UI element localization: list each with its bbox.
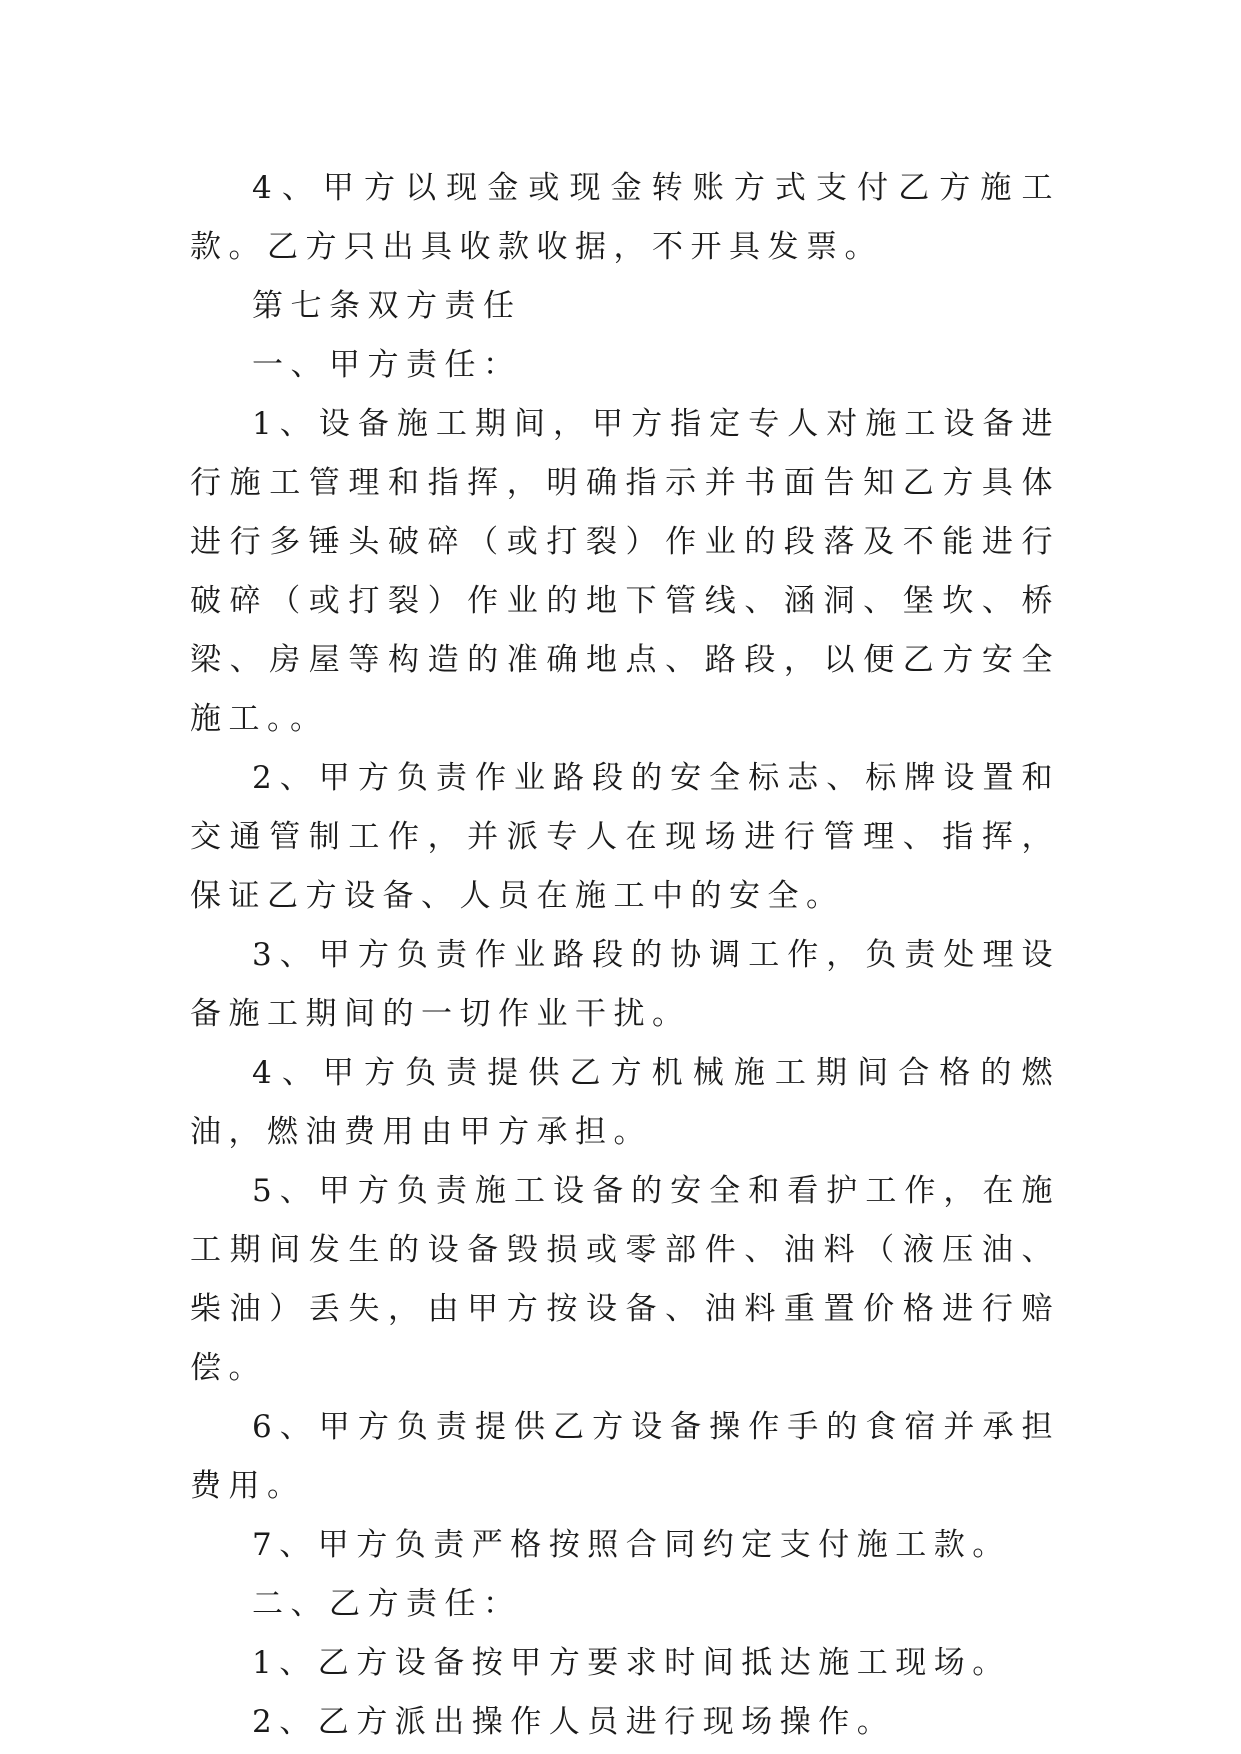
party-a-item-4: 4、甲方负责提供乙方机械施工期间合格的燃油，燃油费用由甲方承担。 bbox=[190, 1055, 1060, 1150]
document-body bbox=[190, 159, 1060, 1752]
party-b-item-1: 1、乙方设备按甲方要求时间抵达施工现场。 bbox=[252, 1645, 1011, 1681]
party-a-item-3: 3、甲方负责作业路段的协调工作，负责处理设备施工期间的一切作业干扰。 bbox=[190, 937, 1060, 1032]
party-b-item-2: 2、乙方派出操作人员进行现场操作。 bbox=[252, 1704, 896, 1740]
party-b-responsibility-heading: 二、乙方责任： bbox=[252, 1586, 522, 1622]
paragraph-payment-method: 4、甲方以现金或现金转账方式支付乙方施工款。乙方只出具收款收据，不开具发票。 bbox=[190, 170, 1060, 265]
party-a-item-2: 2、甲方负责作业路段的安全标志、标牌设置和交通管制工作，并派专人在现场进行管理、指挥，保证乙方设备、人员在施工中的安全。 bbox=[190, 760, 1060, 914]
article-7-heading: 第七条双方责任 bbox=[252, 288, 522, 324]
party-a-item-1: 1、设备施工期间，甲方指定专人对施工设备进行施工管理和指挥，明确指示并书面告知乙方具体进行多锤头破碎（或打裂）作业的段落及不能进行破碎（或打裂）作业的地下管线、涵洞、堡坎、桥梁、房屋等构造的准确地点、路段，以便乙方安全施工。。 bbox=[190, 406, 1060, 737]
party-a-responsibility-heading: 一、甲方责任： bbox=[252, 347, 522, 383]
party-a-item-6: 6、甲方负责提供乙方设备操作手的食宿并承担费用。 bbox=[190, 1409, 1060, 1504]
party-a-item-5: 5、甲方负责施工设备的安全和看护工作，在施工期间发生的设备毁损或零部件、油料（液压油、柴油）丢失，由甲方按设备、油料重置价格进行赔偿。 bbox=[190, 1173, 1060, 1386]
party-a-item-7: 7、甲方负责严格按照合同约定支付施工款。 bbox=[252, 1527, 1011, 1563]
